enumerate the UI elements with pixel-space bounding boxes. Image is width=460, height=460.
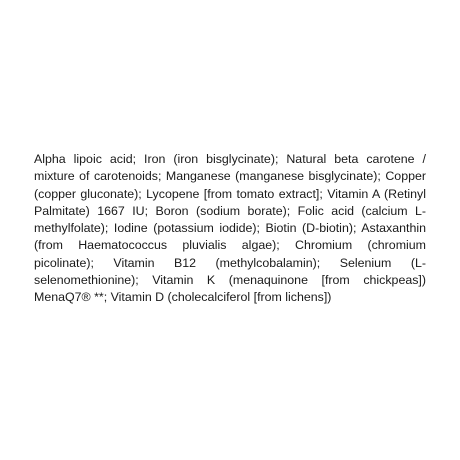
ingredients-paragraph: Alpha lipoic acid; Iron (iron bisglycinate); Natural beta carotene / mixture of carotenoids; Manganese (manganese bisglycinate); Copper (copper gluconate); Lycopene [from tomato extract]; Vitamin A (Retinyl Palmitate) 1667 IU; Boron (sodium borate); Folic acid (calcium L-methylfolate); Iodine (potassium iodide); Biotin (D-biotin); Astaxanthin (from Haematococcus pluvialis algae); Chromium (chromium picolinate); Vitamin B12 (methylcobalamin); Selenium (L-selenomethionine); Vitamin K (menaquinone [from chickpeas]) MenaQ7® **; Vitamin D (cholecalciferol [from lichens]) (34, 152, 426, 305)
